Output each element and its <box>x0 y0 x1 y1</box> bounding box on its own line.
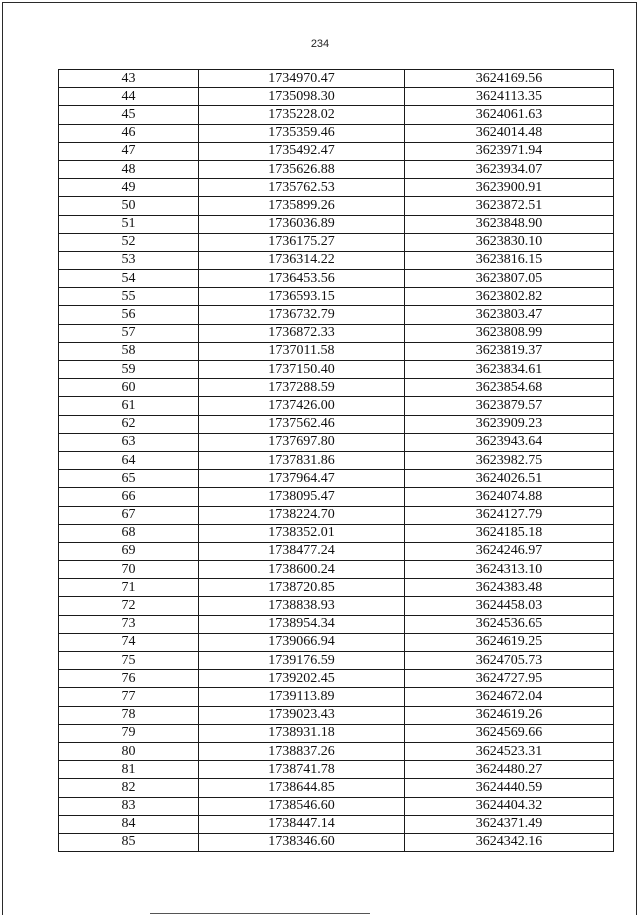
x-coordinate-cell: 1738447.14 <box>199 815 405 833</box>
y-coordinate-cell: 3624113.35 <box>405 88 614 106</box>
table-row <box>59 397 614 415</box>
table-row <box>59 706 614 724</box>
x-coordinate-cell: 1737831.86 <box>199 451 405 469</box>
y-coordinate-cell: 3623816.15 <box>405 251 614 269</box>
y-coordinate-cell: 3623982.75 <box>405 451 614 469</box>
point-number-cell: 61 <box>59 397 199 415</box>
point-number-cell: 75 <box>59 652 199 670</box>
table-row <box>59 197 614 215</box>
point-number-cell: 53 <box>59 251 199 269</box>
table-row <box>59 742 614 760</box>
table-row <box>59 179 614 197</box>
point-number-cell: 77 <box>59 688 199 706</box>
point-number-cell: 79 <box>59 724 199 742</box>
point-number-cell: 56 <box>59 306 199 324</box>
table-row <box>59 615 614 633</box>
y-coordinate-cell: 3624074.88 <box>405 488 614 506</box>
x-coordinate-cell: 1737011.58 <box>199 342 405 360</box>
y-coordinate-cell: 3623879.57 <box>405 397 614 415</box>
y-coordinate-cell: 3623943.64 <box>405 433 614 451</box>
y-coordinate-cell: 3623848.90 <box>405 215 614 233</box>
x-coordinate-cell: 1735359.46 <box>199 124 405 142</box>
table-row <box>59 815 614 833</box>
y-coordinate-cell: 3624480.27 <box>405 761 614 779</box>
point-number-cell: 49 <box>59 179 199 197</box>
x-coordinate-cell: 1739023.43 <box>199 706 405 724</box>
x-coordinate-cell: 1736593.15 <box>199 288 405 306</box>
table-row <box>59 833 614 851</box>
x-coordinate-cell: 1737426.00 <box>199 397 405 415</box>
y-coordinate-cell: 3624619.26 <box>405 706 614 724</box>
point-number-cell: 50 <box>59 197 199 215</box>
y-coordinate-cell: 3623830.10 <box>405 233 614 251</box>
x-coordinate-cell: 1737150.40 <box>199 361 405 379</box>
point-number-cell: 66 <box>59 488 199 506</box>
point-number-cell: 85 <box>59 833 199 851</box>
table-row <box>59 524 614 542</box>
point-number-cell: 64 <box>59 451 199 469</box>
point-number-cell: 83 <box>59 797 199 815</box>
point-number-cell: 46 <box>59 124 199 142</box>
y-coordinate-cell: 3624127.79 <box>405 506 614 524</box>
table-row <box>59 415 614 433</box>
x-coordinate-cell: 1736872.33 <box>199 324 405 342</box>
x-coordinate-cell: 1736036.89 <box>199 215 405 233</box>
point-number-cell: 68 <box>59 524 199 542</box>
y-coordinate-cell: 3624536.65 <box>405 615 614 633</box>
x-coordinate-cell: 1735098.30 <box>199 88 405 106</box>
point-number-cell: 52 <box>59 233 199 251</box>
point-number-cell: 74 <box>59 633 199 651</box>
point-number-cell: 54 <box>59 270 199 288</box>
y-coordinate-cell: 3623834.61 <box>405 361 614 379</box>
y-coordinate-cell: 3623872.51 <box>405 197 614 215</box>
y-coordinate-cell: 3623807.05 <box>405 270 614 288</box>
x-coordinate-cell: 1738838.93 <box>199 597 405 615</box>
table-row <box>59 797 614 815</box>
y-coordinate-cell: 3624523.31 <box>405 742 614 760</box>
point-number-cell: 84 <box>59 815 199 833</box>
point-number-cell: 63 <box>59 433 199 451</box>
x-coordinate-cell: 1738346.60 <box>199 833 405 851</box>
y-coordinate-cell: 3624440.59 <box>405 779 614 797</box>
y-coordinate-cell: 3624383.48 <box>405 579 614 597</box>
table-row <box>59 470 614 488</box>
point-number-cell: 45 <box>59 106 199 124</box>
x-coordinate-cell: 1738931.18 <box>199 724 405 742</box>
table-row <box>59 233 614 251</box>
table-row <box>59 215 614 233</box>
point-number-cell: 76 <box>59 670 199 688</box>
table-row <box>59 779 614 797</box>
y-coordinate-cell: 3624705.73 <box>405 652 614 670</box>
y-coordinate-cell: 3623909.23 <box>405 415 614 433</box>
x-coordinate-cell: 1735899.26 <box>199 197 405 215</box>
x-coordinate-cell: 1736175.27 <box>199 233 405 251</box>
y-coordinate-cell: 3624727.95 <box>405 670 614 688</box>
table-row <box>59 561 614 579</box>
point-number-cell: 71 <box>59 579 199 597</box>
y-coordinate-cell: 3624061.63 <box>405 106 614 124</box>
x-coordinate-cell: 1736732.79 <box>199 306 405 324</box>
y-coordinate-cell: 3624313.10 <box>405 561 614 579</box>
table-row <box>59 451 614 469</box>
y-coordinate-cell: 3623803.47 <box>405 306 614 324</box>
y-coordinate-cell: 3624246.97 <box>405 542 614 560</box>
page-number: 234 <box>310 38 330 50</box>
x-coordinate-cell: 1738224.70 <box>199 506 405 524</box>
table-row <box>59 342 614 360</box>
table-row <box>59 88 614 106</box>
point-number-cell: 72 <box>59 597 199 615</box>
x-coordinate-cell: 1739066.94 <box>199 633 405 651</box>
point-number-cell: 59 <box>59 361 199 379</box>
y-coordinate-cell: 3624014.48 <box>405 124 614 142</box>
point-number-cell: 69 <box>59 542 199 560</box>
y-coordinate-cell: 3623808.99 <box>405 324 614 342</box>
table-row <box>59 379 614 397</box>
table-row <box>59 142 614 160</box>
table-row <box>59 160 614 178</box>
table-row <box>59 633 614 651</box>
x-coordinate-cell: 1738954.34 <box>199 615 405 633</box>
table-row <box>59 251 614 269</box>
point-number-cell: 73 <box>59 615 199 633</box>
x-coordinate-cell: 1738644.85 <box>199 779 405 797</box>
table-row <box>59 542 614 560</box>
point-number-cell: 60 <box>59 379 199 397</box>
table-row <box>59 652 614 670</box>
point-number-cell: 44 <box>59 88 199 106</box>
y-coordinate-cell: 3624026.51 <box>405 470 614 488</box>
y-coordinate-cell: 3624342.16 <box>405 833 614 851</box>
point-number-cell: 80 <box>59 742 199 760</box>
x-coordinate-cell: 1738837.26 <box>199 742 405 760</box>
point-number-cell: 47 <box>59 142 199 160</box>
point-number-cell: 67 <box>59 506 199 524</box>
x-coordinate-cell: 1735492.47 <box>199 142 405 160</box>
table-row <box>59 724 614 742</box>
x-coordinate-cell: 1737288.59 <box>199 379 405 397</box>
table-row <box>59 306 614 324</box>
y-coordinate-cell: 3624672.04 <box>405 688 614 706</box>
x-coordinate-cell: 1738352.01 <box>199 524 405 542</box>
table-row <box>59 488 614 506</box>
x-coordinate-cell: 1737964.47 <box>199 470 405 488</box>
y-coordinate-cell: 3623971.94 <box>405 142 614 160</box>
coordinates-table-body <box>59 70 614 852</box>
y-coordinate-cell: 3624458.03 <box>405 597 614 615</box>
x-coordinate-cell: 1738600.24 <box>199 561 405 579</box>
point-number-cell: 82 <box>59 779 199 797</box>
table-row <box>59 506 614 524</box>
point-number-cell: 55 <box>59 288 199 306</box>
y-coordinate-cell: 3624569.66 <box>405 724 614 742</box>
x-coordinate-cell: 1737697.80 <box>199 433 405 451</box>
table-row <box>59 579 614 597</box>
y-coordinate-cell: 3623802.82 <box>405 288 614 306</box>
x-coordinate-cell: 1738720.85 <box>199 579 405 597</box>
x-coordinate-cell: 1738546.60 <box>199 797 405 815</box>
x-coordinate-cell: 1735228.02 <box>199 106 405 124</box>
point-number-cell: 57 <box>59 324 199 342</box>
point-number-cell: 62 <box>59 415 199 433</box>
table-row <box>59 361 614 379</box>
table-row <box>59 70 614 88</box>
x-coordinate-cell: 1739113.89 <box>199 688 405 706</box>
y-coordinate-cell: 3623819.37 <box>405 342 614 360</box>
y-coordinate-cell: 3624404.32 <box>405 797 614 815</box>
y-coordinate-cell: 3624185.18 <box>405 524 614 542</box>
y-coordinate-cell: 3623854.68 <box>405 379 614 397</box>
x-coordinate-cell: 1735626.88 <box>199 160 405 178</box>
y-coordinate-cell: 3624169.56 <box>405 70 614 88</box>
table-row <box>59 597 614 615</box>
point-number-cell: 43 <box>59 70 199 88</box>
coordinates-table <box>58 69 614 852</box>
x-coordinate-cell: 1738095.47 <box>199 488 405 506</box>
x-coordinate-cell: 1738741.78 <box>199 761 405 779</box>
table-row <box>59 106 614 124</box>
x-coordinate-cell: 1736453.56 <box>199 270 405 288</box>
table-row <box>59 270 614 288</box>
point-number-cell: 70 <box>59 561 199 579</box>
table-row <box>59 670 614 688</box>
table-row <box>59 324 614 342</box>
point-number-cell: 65 <box>59 470 199 488</box>
point-number-cell: 81 <box>59 761 199 779</box>
point-number-cell: 48 <box>59 160 199 178</box>
table-row <box>59 761 614 779</box>
y-coordinate-cell: 3623900.91 <box>405 179 614 197</box>
x-coordinate-cell: 1738477.24 <box>199 542 405 560</box>
point-number-cell: 78 <box>59 706 199 724</box>
y-coordinate-cell: 3623934.07 <box>405 160 614 178</box>
x-coordinate-cell: 1739202.45 <box>199 670 405 688</box>
table-row <box>59 124 614 142</box>
y-coordinate-cell: 3624371.49 <box>405 815 614 833</box>
point-number-cell: 51 <box>59 215 199 233</box>
x-coordinate-cell: 1736314.22 <box>199 251 405 269</box>
table-row <box>59 288 614 306</box>
table-row <box>59 688 614 706</box>
bottom-rule <box>150 913 370 914</box>
x-coordinate-cell: 1739176.59 <box>199 652 405 670</box>
x-coordinate-cell: 1735762.53 <box>199 179 405 197</box>
table-row <box>59 433 614 451</box>
x-coordinate-cell: 1737562.46 <box>199 415 405 433</box>
point-number-cell: 58 <box>59 342 199 360</box>
x-coordinate-cell: 1734970.47 <box>199 70 405 88</box>
y-coordinate-cell: 3624619.25 <box>405 633 614 651</box>
